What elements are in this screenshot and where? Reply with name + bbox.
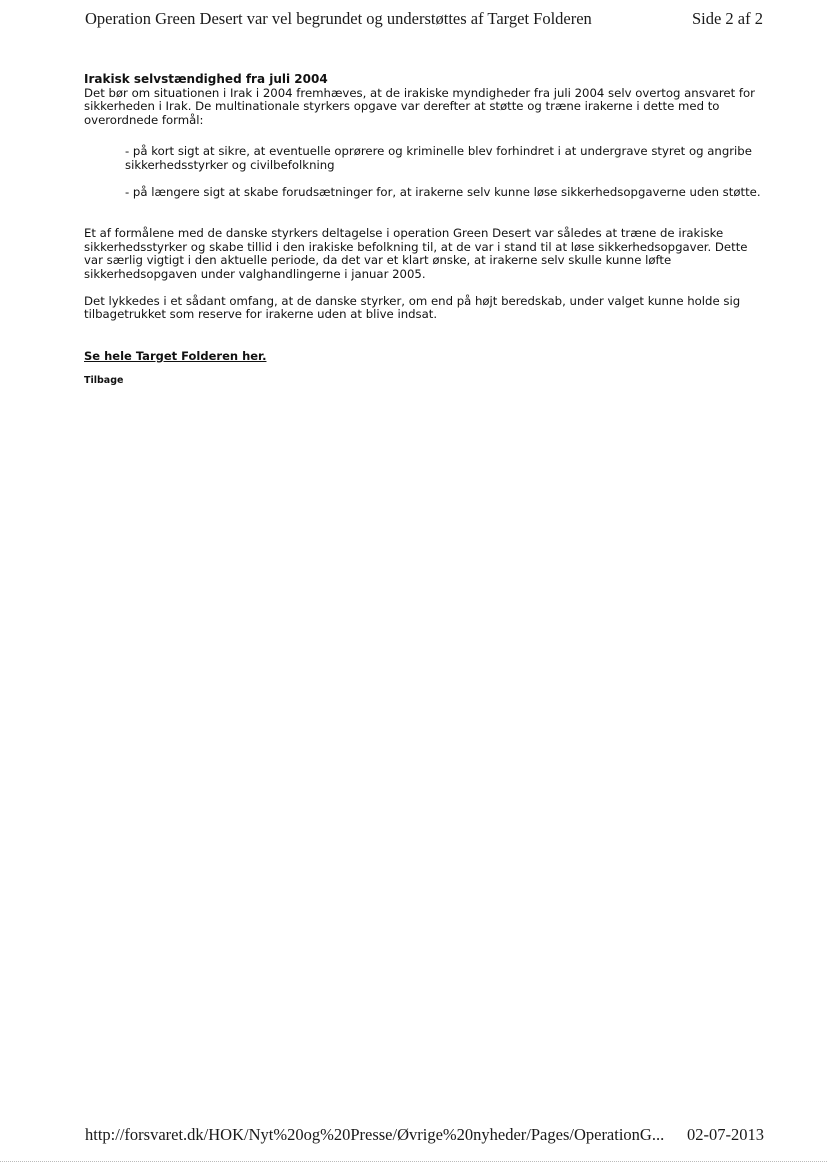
- section-heading: Irakisk selvstændighed fra juli 2004: [84, 72, 328, 86]
- body-paragraph: Et af formålene med de danske styrkers deltagelse i operation Green Desert var således at træne de irakiske sikkerhedsstyrker og skabe tillid i den irakiske befolkning til, at de var i stand til at løse sikkerhedsopgaver. Dette var særlig vigtigt i den aktuelle periode, da det var et klart ønske, at irakerne selv skulle kunne løfte sikkerhedsopgaven under valghandlingerne i januar 2005.: [84, 226, 748, 281]
- page-header-title: Operation Green Desert var vel begrundet og understøttes af Target Folderen: [85, 9, 592, 28]
- page-edge-divider: [0, 1161, 827, 1162]
- back-link[interactable]: Tilbage: [84, 375, 124, 387]
- page-number: Side 2 af 2: [691, 9, 763, 28]
- bullet-item: - på længere sigt at skabe forudsætninger for, at irakerne selv kunne løse sikkerhedsopgaverne uden støtte.: [125, 184, 761, 199]
- page-footer-date: 02-07-2013: [687, 1125, 764, 1144]
- article-body: [84, 73, 769, 388]
- target-folder-link[interactable]: Se hele Target Folderen her.: [84, 348, 267, 363]
- intro-paragraph: Det bør om situationen i Irak i 2004 fremhæves, at de irakiske myndigheder fra juli 2004 selv overtog ansvaret for sikkerheden i Irak. De multinationale styrkers opgave var derefter at støtte og træne irakerne i dette med to overordnede formål:: [84, 85, 755, 127]
- body-paragraph: Det lykkedes i et sådant omfang, at de danske styrker, om end på højt beredskab, under valget kunne holde sig tilbagetrukket som reserve for irakerne uden at blive indsat.: [84, 293, 741, 322]
- page-footer-url: http://forsvaret.dk/HOK/Nyt%20og%20Presse/Øvrige%20nyheder/Pages/OperationG...: [85, 1125, 665, 1144]
- bullet-item: - på kort sigt at sikre, at eventuelle oprørere og kriminelle blev forhindret i at undergrave styret og angribe sikkerhedsstyrker og civilbefolkning: [125, 144, 752, 172]
